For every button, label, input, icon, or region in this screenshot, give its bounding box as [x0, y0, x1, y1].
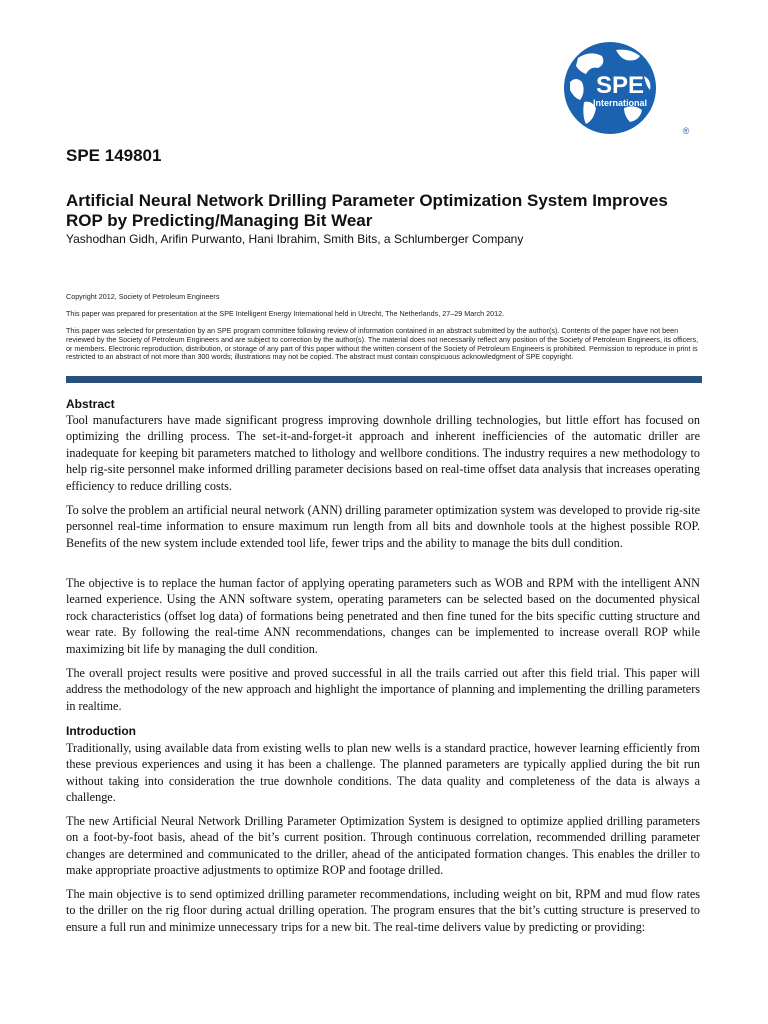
abstract-paragraph-3: The objective is to replace the human factor of applying operating parameters such as WOB and RPM with the intelligent ANN learned experience. Using the ANN software system, operating parameters can be selected based on the documented physical rock characteristics (offset log data) of formations being penetrated and then fine tuned for the bits specific cutting structure and wear rate. By following the real-time ANN recommendations, changes can be implemented to increase overall ROP while maximizing bit life by managing the dull condition. — [66, 576, 700, 656]
prepared-note: This paper was prepared for presentation at the SPE Intelligent Energy International held in Utrecht, The Netherlands, 27–29 March 2012. — [66, 309, 505, 318]
abstract-paragraph-2: To solve the problem an artificial neural network (ANN) drilling parameter optimization system was developed to provide rig-site personnel real-time information to ensure maximum run length from all bits and downhole tools at the highest possible ROP. Benefits of the new system include extended tool life, fewer trips and the ability to manage the bits dull condition. — [66, 503, 700, 550]
abstract-paragraph-4: The overall project results were positive and proved successful in all the trails carried out after this field trial. This paper will address the methodology of the new approach and highlight the importance of planning and implementing the drilling parameters in realtime. — [66, 666, 700, 713]
authors: Yashodhan Gidh, Arifin Purwanto, Hani Ibrahim, Smith Bits, a Schlumberger Company — [66, 232, 524, 246]
introduction-heading: Introduction — [66, 724, 136, 738]
paper-title: Artificial Neural Network Drilling Parameter Optimization System Improves ROP by Predicting/Managing Bit Wear — [66, 191, 668, 230]
globe-icon — [540, 38, 700, 138]
review-notice: This paper was selected for presentation by an SPE program committee following review of information contained in an abstract submitted by the author(s). Contents of the paper have not been reviewed by the Society of Petroleum Engineers and are subject to correction by the author(s). The material does not necessarily reflect any position of the Society of Petroleum Engineers, its officers, or members. Electronic reproduction, distribution, or storage of any part of this paper without the written consent of the Society of Petroleum Engineers is prohibited. Permission to reproduce in print is restricted to an abstract of not more than 300 words; illustrations may not be copied. The abstract must contain conspicuous acknowledgment of SPE copyright. — [66, 326, 699, 362]
registered-mark: ® — [682, 126, 690, 136]
header-rule — [66, 376, 702, 383]
paper-number: SPE 149801 — [66, 146, 162, 165]
abstract-heading: Abstract — [66, 397, 115, 411]
copyright-line: Copyright 2012, Society of Petroleum Engineers — [66, 292, 220, 301]
abstract-paragraph-1: Tool manufacturers have made significant progress improving downhole drilling technologies, but little effort has focused on optimizing the drilling process. The set-it-and-forget-it approach and inherent inefficiencies of the automatic driller are inadequate for keeping bit parameters matched to lithology and wellbore conditions. The industry requires a new methodology to help rig-site personnel make informed drilling parameter decisions based on real-time offset data analysis that increases operating efficiency to reduce drilling costs. — [66, 413, 700, 493]
introduction-paragraph-3: The main objective is to send optimized drilling parameter recommendations, including weight on bit, RPM and mud flow rates to the driller on the rig floor during actual drilling operation. The program ensures that the bit’s cutting structure is preserved to ensure a full run and minimize unnecessary trips for a new bit. The real-time delivers value by predicting or providing: — [66, 887, 700, 934]
introduction-paragraph-2: The new Artificial Neural Network Drilling Parameter Optimization System is designed to optimize applied drilling parameters on a foot-by-foot basis, ahead of the bit’s current position. Through continuous correlation, recommended drilling parameter changes are determined and communicated to the driller, ahead of the anticipated formation changes. This enables the driller to make appropriate proactive adjustments to optimize ROP and footage drilled. — [66, 814, 700, 878]
logo-main-text: SPE — [595, 72, 645, 99]
spe-international-logo — [540, 38, 700, 138]
logo-sub-text: International — [592, 98, 648, 108]
introduction-paragraph-1: Traditionally, using available data from existing wells to plan new wells is a standard practice, however learning efficiently from these previous experiences and using it has been a challenge. The planned parameters are typically applied during the bit run without taking into consideration the true downhole conditions. The data quality and completeness of the data is always a challenge. — [66, 741, 700, 805]
